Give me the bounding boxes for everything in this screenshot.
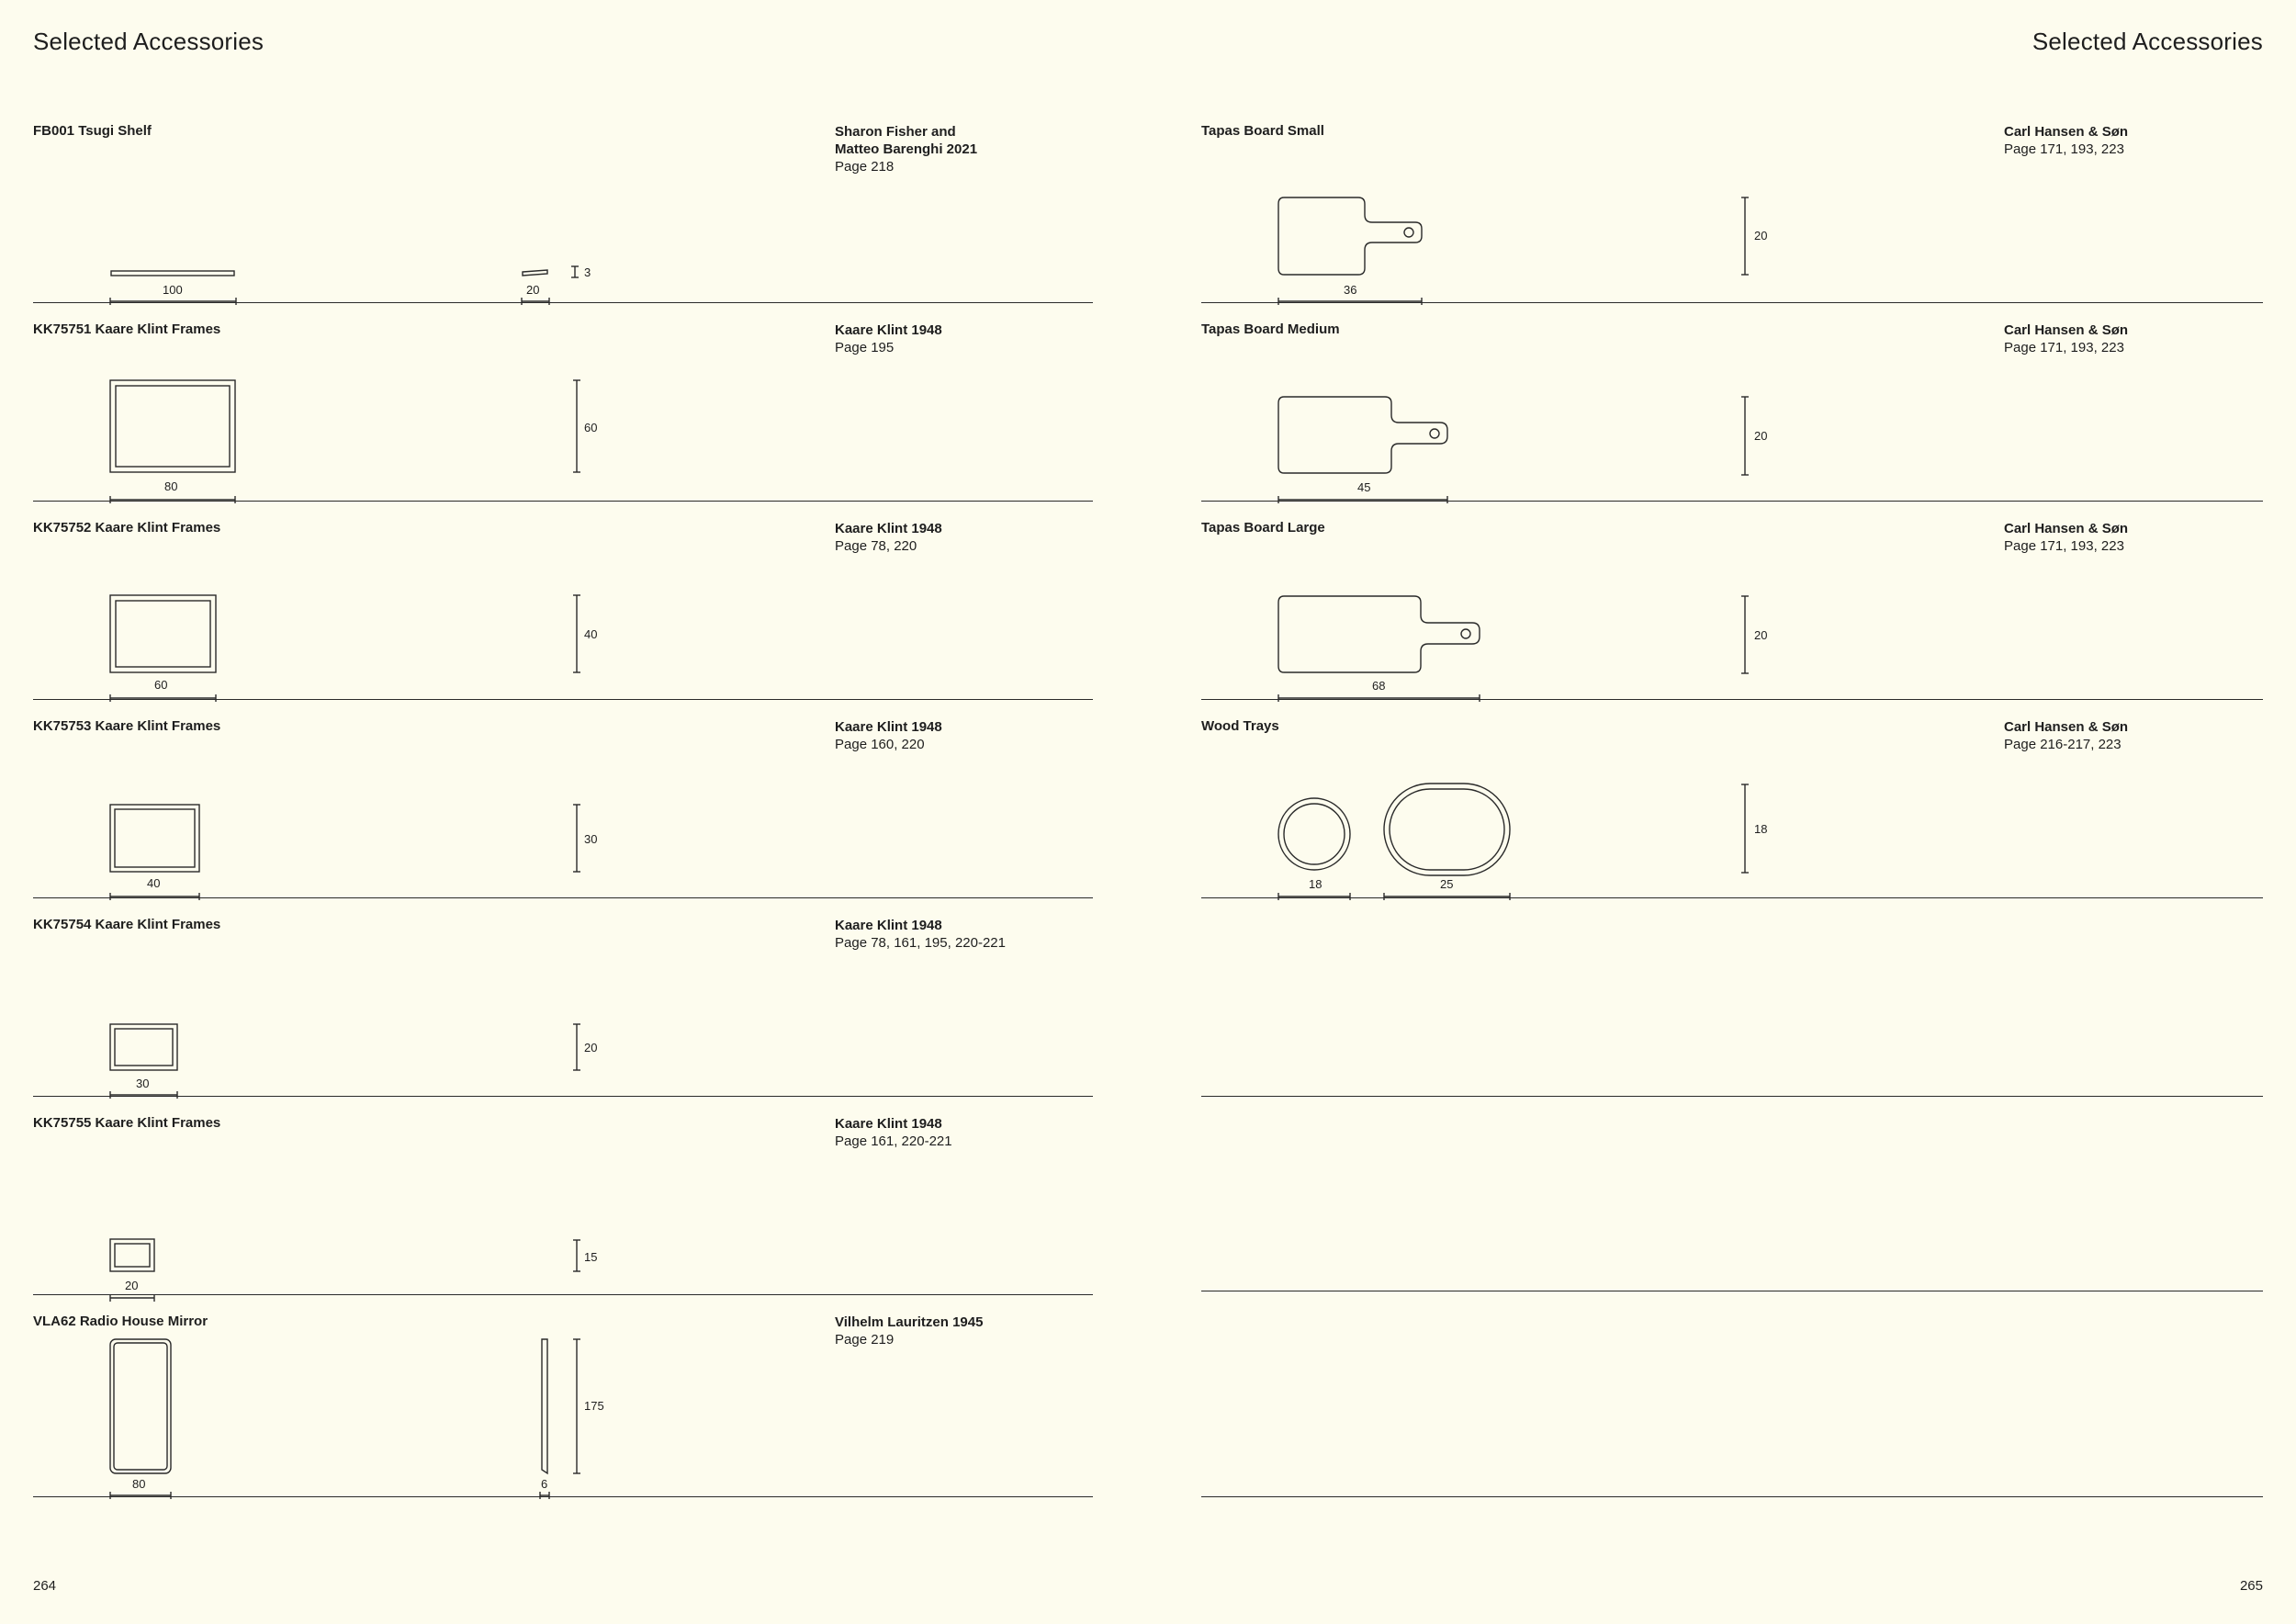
product-row-tsugi-shelf bbox=[33, 105, 1093, 303]
page-reference: Page 219 bbox=[835, 1332, 895, 1348]
empty-row bbox=[1201, 898, 2263, 1097]
product-row-wood-trays bbox=[1201, 700, 2263, 898]
product-row-kk75753 bbox=[33, 700, 1093, 898]
page-reference: Page 161, 220-221 bbox=[835, 1133, 952, 1149]
empty-row bbox=[1201, 1295, 2263, 1497]
product-row-tapas-board-small bbox=[1201, 105, 2263, 303]
designer: Kaare Klint 1948 bbox=[835, 521, 942, 536]
mirror-drawing bbox=[33, 1295, 1093, 1497]
height-label: 60 bbox=[584, 421, 598, 434]
page-reference: Page 171, 193, 223 bbox=[2004, 141, 2124, 157]
frame-drawing bbox=[33, 1097, 1093, 1295]
height-label: 20 bbox=[1754, 429, 1768, 443]
page-reference: Page 171, 193, 223 bbox=[2004, 340, 2124, 355]
width-label: 60 bbox=[154, 678, 168, 692]
height-label: 20 bbox=[1754, 229, 1768, 242]
page-reference: Page 160, 220 bbox=[835, 737, 925, 752]
board-drawing bbox=[1201, 502, 2263, 700]
page-reference: Page 171, 193, 223 bbox=[2004, 538, 2124, 554]
shelf-side-view bbox=[523, 270, 547, 276]
frame-drawing bbox=[33, 700, 1093, 898]
product-name: KK75752 Kaare Klint Frames bbox=[33, 520, 221, 536]
designer: Kaare Klint 1948 bbox=[835, 1116, 942, 1132]
designer: Carl Hansen & Søn bbox=[2004, 719, 2129, 735]
designer: Kaare Klint 1948 bbox=[835, 918, 942, 933]
product-name: Tapas Board Small bbox=[1201, 123, 1324, 139]
shelf-drawing bbox=[33, 105, 1093, 303]
depth-label: 20 bbox=[526, 283, 540, 297]
height-label: 30 bbox=[584, 832, 598, 846]
height-label: 40 bbox=[584, 627, 598, 641]
page-number-right: 265 bbox=[2239, 1578, 2263, 1594]
product-row-kk75755 bbox=[33, 1097, 1093, 1295]
product-name: KK75754 Kaare Klint Frames bbox=[33, 917, 221, 932]
empty-row bbox=[1201, 1093, 2263, 1291]
product-name: VLA62 Radio House Mirror bbox=[33, 1314, 208, 1329]
designer: Kaare Klint 1948 bbox=[835, 719, 942, 735]
width-label: 30 bbox=[136, 1077, 150, 1090]
trays-drawing bbox=[1201, 700, 2263, 898]
designer: Vilhelm Lauritzen 1945 bbox=[835, 1314, 984, 1330]
width-label: 80 bbox=[132, 1477, 146, 1491]
row-divider bbox=[33, 1496, 1093, 1497]
page-title-left: Selected Accessories bbox=[33, 28, 264, 55]
height-label: 20 bbox=[1754, 628, 1768, 642]
height-label: 18 bbox=[1754, 822, 1768, 836]
width-label: 80 bbox=[164, 479, 178, 493]
width-label: 100 bbox=[163, 283, 183, 297]
width-label: 68 bbox=[1372, 679, 1386, 693]
page-title-right: Selected Accessories bbox=[2032, 28, 2263, 55]
mirror-front-view bbox=[110, 1339, 171, 1473]
row-divider bbox=[1201, 1496, 2263, 1497]
height-label: 15 bbox=[584, 1250, 598, 1264]
designer: Kaare Klint 1948 bbox=[835, 322, 942, 338]
frame-drawing bbox=[33, 303, 1093, 502]
page-reference: Page 218 bbox=[835, 159, 895, 175]
depth-label: 6 bbox=[541, 1477, 548, 1491]
width-label: 45 bbox=[1357, 480, 1371, 494]
product-name: Tapas Board Medium bbox=[1201, 321, 1340, 337]
width-label: 36 bbox=[1344, 283, 1357, 297]
designer: Carl Hansen & Søn bbox=[2004, 322, 2129, 338]
width-label: 40 bbox=[147, 876, 161, 890]
designer: Matteo Barenghi 2021 bbox=[835, 141, 978, 157]
product-row-tapas-board-large bbox=[1201, 502, 2263, 700]
page-reference: Page 195 bbox=[835, 340, 895, 355]
board-drawing bbox=[1201, 105, 2263, 303]
mirror-side-view bbox=[542, 1339, 547, 1473]
product-name: KK75755 Kaare Klint Frames bbox=[33, 1115, 221, 1131]
designer: Carl Hansen & Søn bbox=[2004, 521, 2129, 536]
width-label: 25 bbox=[1440, 877, 1454, 891]
height-label: 20 bbox=[584, 1041, 598, 1054]
frame-drawing bbox=[33, 898, 1093, 1097]
product-name: Wood Trays bbox=[1201, 718, 1279, 734]
product-name: FB001 Tsugi Shelf bbox=[33, 123, 152, 139]
frame-drawing bbox=[33, 502, 1093, 700]
page-number-left: 264 bbox=[33, 1578, 57, 1594]
shelf-front-view bbox=[111, 271, 234, 276]
oval-tray bbox=[1384, 784, 1510, 875]
page-reference: Page 216-217, 223 bbox=[2004, 737, 2122, 752]
product-row-kk75752 bbox=[33, 502, 1093, 700]
height-label: 3 bbox=[584, 265, 591, 279]
width-label: 18 bbox=[1309, 877, 1322, 891]
page-reference: Page 78, 161, 195, 220-221 bbox=[835, 935, 1006, 951]
product-name: KK75753 Kaare Klint Frames bbox=[33, 718, 221, 734]
designer: Carl Hansen & Søn bbox=[2004, 124, 2129, 140]
designer: Sharon Fisher and bbox=[835, 124, 956, 140]
width-label: 20 bbox=[125, 1279, 139, 1292]
product-row-vla62-mirror bbox=[33, 1295, 1093, 1497]
round-tray bbox=[1278, 798, 1350, 870]
product-name: KK75751 Kaare Klint Frames bbox=[33, 321, 221, 337]
product-row-kk75751 bbox=[33, 303, 1093, 502]
product-row-kk75754 bbox=[33, 898, 1093, 1097]
height-label: 175 bbox=[584, 1399, 604, 1413]
product-name: Tapas Board Large bbox=[1201, 520, 1325, 536]
board-drawing bbox=[1201, 303, 2263, 502]
page-reference: Page 78, 220 bbox=[835, 538, 917, 554]
product-row-tapas-board-medium bbox=[1201, 303, 2263, 502]
